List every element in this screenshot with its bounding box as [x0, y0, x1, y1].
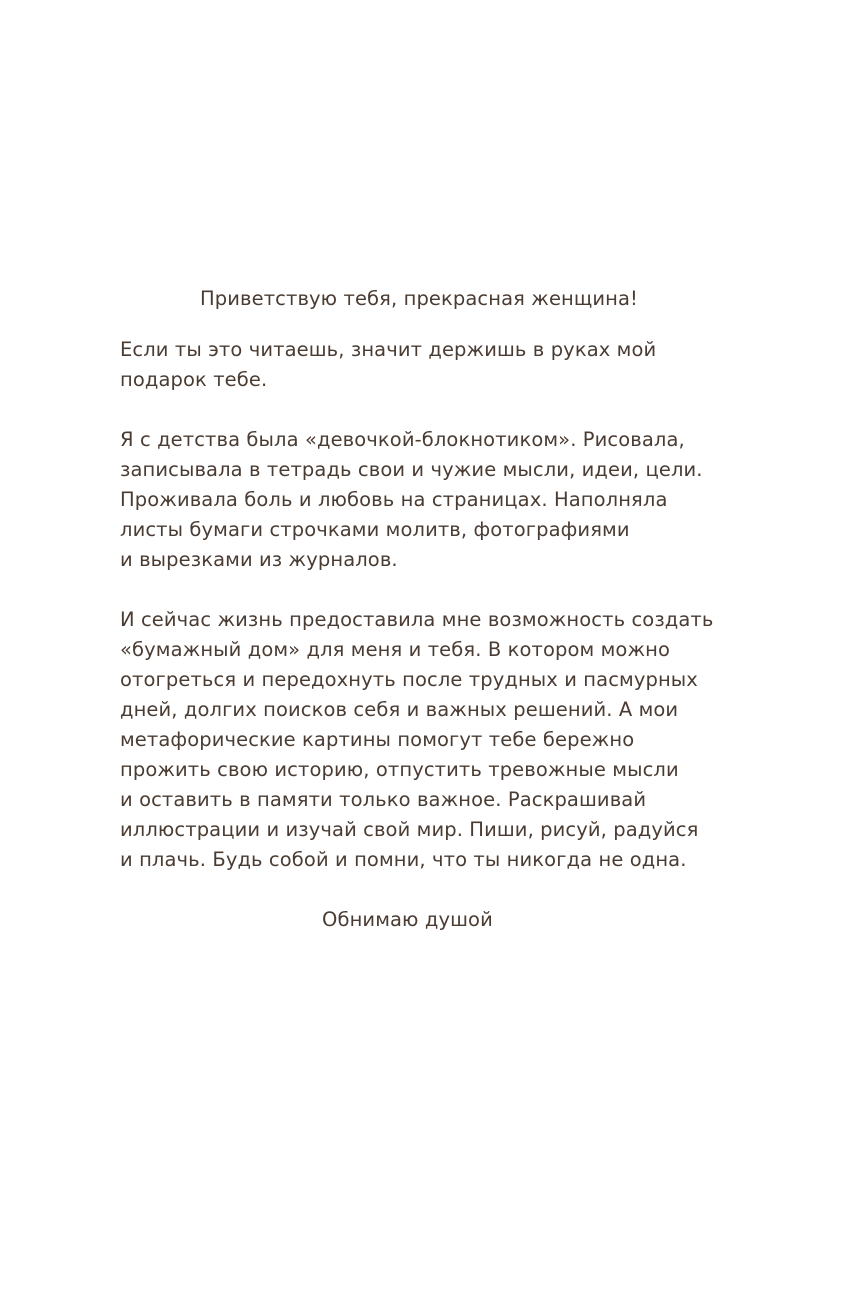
text-line: отогреться и передохнуть после трудных и пасмурных	[120, 668, 698, 691]
text-line: прожить свою историю, отпустить тревожные мысли	[120, 758, 679, 781]
text-line: дней, долгих поисков себя и важных решений. А мои	[120, 698, 679, 721]
text-line: Проживала боль и любовь на страницах. Наполняла	[120, 488, 668, 511]
text-line: листы бумаги строчками молитв, фотографиями	[120, 518, 630, 541]
greeting: Приветствую тебя, прекрасная женщина!	[200, 287, 638, 310]
text-line: «бумажный дом» для меня и тебя. В котором можно	[120, 638, 671, 661]
text-line: подарок тебе.	[120, 368, 268, 391]
text-line: иллюстрации и изучай свой мир. Пиши, рисуй, радуйся	[120, 818, 699, 841]
letter-text	[120, 284, 760, 935]
signature: Обнимаю душой	[322, 908, 493, 931]
text-line: Если ты это читаешь, значит держишь в руках мой	[120, 338, 657, 361]
text-line: и плачь. Будь собой и помни, что ты никогда не одна.	[120, 848, 687, 871]
text-line: и вырезками из журналов.	[120, 548, 398, 571]
text-line: и оставить в памяти только важное. Раскрашивай	[120, 788, 647, 811]
text-line: метафорические картины помогут тебе бережно	[120, 728, 635, 751]
paragraph-paper-house	[120, 605, 760, 875]
paragraph-gift	[120, 335, 760, 395]
text-line: записывала в тетрадь свои и чужие мысли, идеи, цели.	[120, 458, 703, 481]
text-line: И сейчас жизнь предоставила мне возможность создать	[120, 608, 714, 631]
paragraph-childhood	[120, 425, 760, 575]
text-line: Я с детства была «девочкой-блокнотиком». Рисовала,	[120, 428, 685, 451]
